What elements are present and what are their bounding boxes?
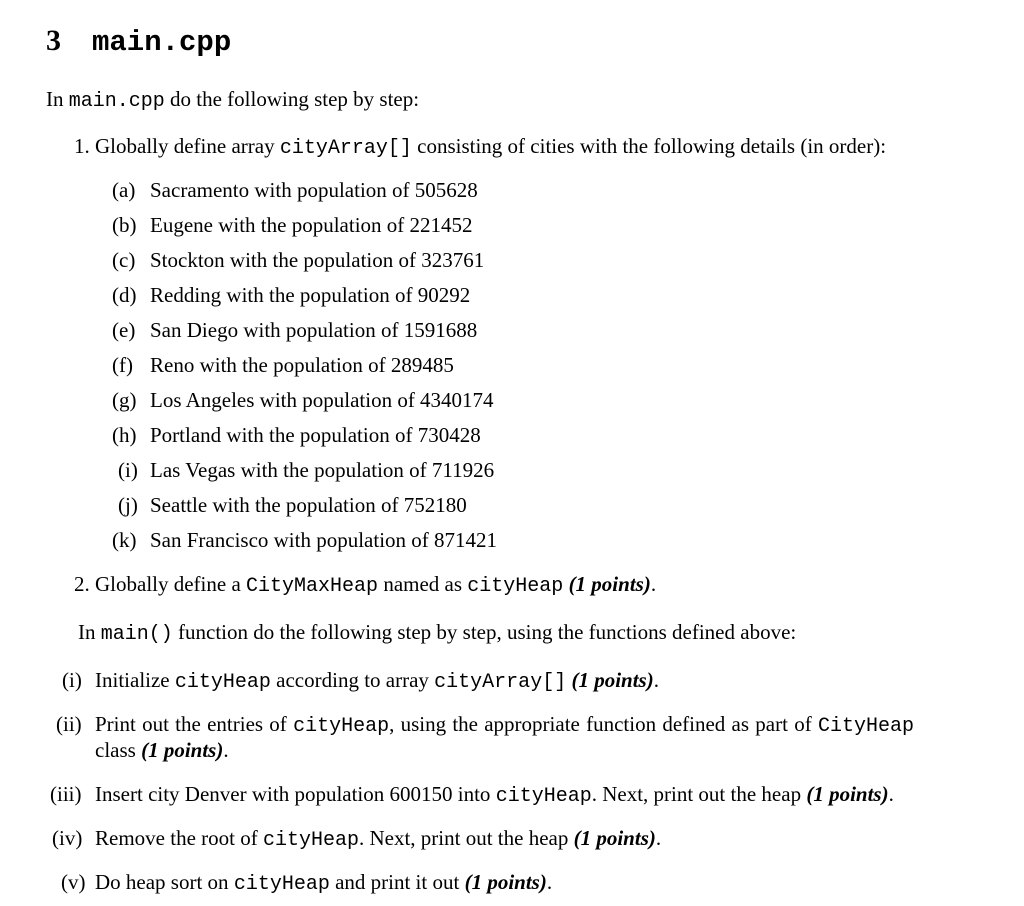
list-item-label: (d) (112, 283, 137, 307)
list-item (112, 177, 478, 203)
step-1-number: 1. (74, 134, 90, 158)
list-item-label: (i) (118, 458, 138, 482)
list-item-label: (a) (112, 178, 136, 202)
section-filename: main.cpp (92, 26, 232, 59)
list-item-label: (j) (118, 493, 138, 517)
step-2-points: (1 points) (568, 572, 651, 596)
main-intro (78, 619, 796, 648)
list-item-label: (b) (112, 213, 137, 237)
step-2-code-class: CityMaxHeap (246, 575, 379, 598)
task-text: Insert city Denver with population 600150 into cityHeap. Next, print out the heap (1 points). (95, 782, 894, 808)
list-item (112, 317, 477, 343)
list-item (112, 457, 494, 483)
section-heading (46, 24, 231, 59)
task-text: Print out the entries of cityHeap, using the appropriate function defined as part of CityHeap (95, 712, 914, 738)
intro-paragraph (46, 86, 419, 115)
list-item (112, 492, 467, 518)
task-label: (v) (61, 870, 86, 894)
list-item-text: Redding with the population of 90292 (150, 283, 471, 307)
task-label: (iv) (52, 826, 83, 850)
list-item-text: Sacramento with population of 505628 (150, 178, 478, 202)
list-item-label: (k) (112, 528, 137, 552)
list-item-text: Reno with the population of 289485 (150, 353, 454, 377)
step-2-number: 2. (74, 572, 90, 596)
list-item (112, 352, 454, 378)
task-text: Initialize cityHeap according to array cityArray[] (1 points). (95, 668, 659, 694)
list-item-text: Stockton with the population of 323761 (150, 248, 485, 272)
list-item-label: (h) (112, 423, 137, 447)
task-label: (i) (62, 668, 82, 692)
step-1-code: cityArray[] (279, 137, 412, 160)
step-1-post: consisting of cities with the following details (in order): (417, 134, 887, 158)
step-1-pre: Globally define array (95, 134, 275, 158)
list-item-label: (c) (112, 248, 136, 272)
task-text: Do heap sort on cityHeap and print it out (1 points). (95, 870, 553, 896)
main-intro-post: function do the following step by step, using the functions defined above: (178, 620, 797, 644)
list-item (112, 527, 497, 553)
list-item-text: Seattle with the population of 752180 (150, 493, 467, 517)
intro-code: main.cpp (68, 90, 165, 113)
list-item-text: San Francisco with population of 871421 (150, 528, 498, 552)
step-2-code-var: cityHeap (467, 575, 564, 598)
step-2 (74, 571, 656, 600)
list-item-text: San Diego with population of 1591688 (150, 318, 478, 342)
main-intro-code: main() (100, 623, 173, 646)
task-text: Remove the root of cityHeap. Next, print out the heap (1 points). (95, 826, 662, 852)
list-item (112, 422, 481, 448)
task-text-continued: class (1 points). (95, 738, 229, 762)
intro-pre: In (46, 87, 64, 111)
step-2-mid: named as (383, 572, 463, 596)
intro-post: do the following step by step: (170, 87, 420, 111)
list-item-label: (e) (112, 318, 136, 342)
list-item-text: Las Vegas with the population of 711926 (150, 458, 495, 482)
list-item (112, 387, 494, 413)
list-item-text: Eugene with the population of 221452 (150, 213, 473, 237)
step-2-pre: Globally define a (95, 572, 241, 596)
section-number: 3 (46, 24, 61, 57)
main-intro-pre: In (78, 620, 96, 644)
task-label: (iii) (50, 782, 82, 806)
list-item-text: Los Angeles with population of 4340174 (150, 388, 494, 412)
list-item-label: (g) (112, 388, 137, 412)
list-item (112, 247, 484, 273)
step-2-end: . (650, 572, 657, 596)
task-label: (ii) (56, 712, 82, 736)
list-item-text: Portland with the population of 730428 (150, 423, 481, 447)
list-item (112, 282, 470, 308)
list-item-label: (f) (112, 353, 133, 377)
list-item (112, 212, 473, 238)
step-1 (74, 133, 886, 162)
